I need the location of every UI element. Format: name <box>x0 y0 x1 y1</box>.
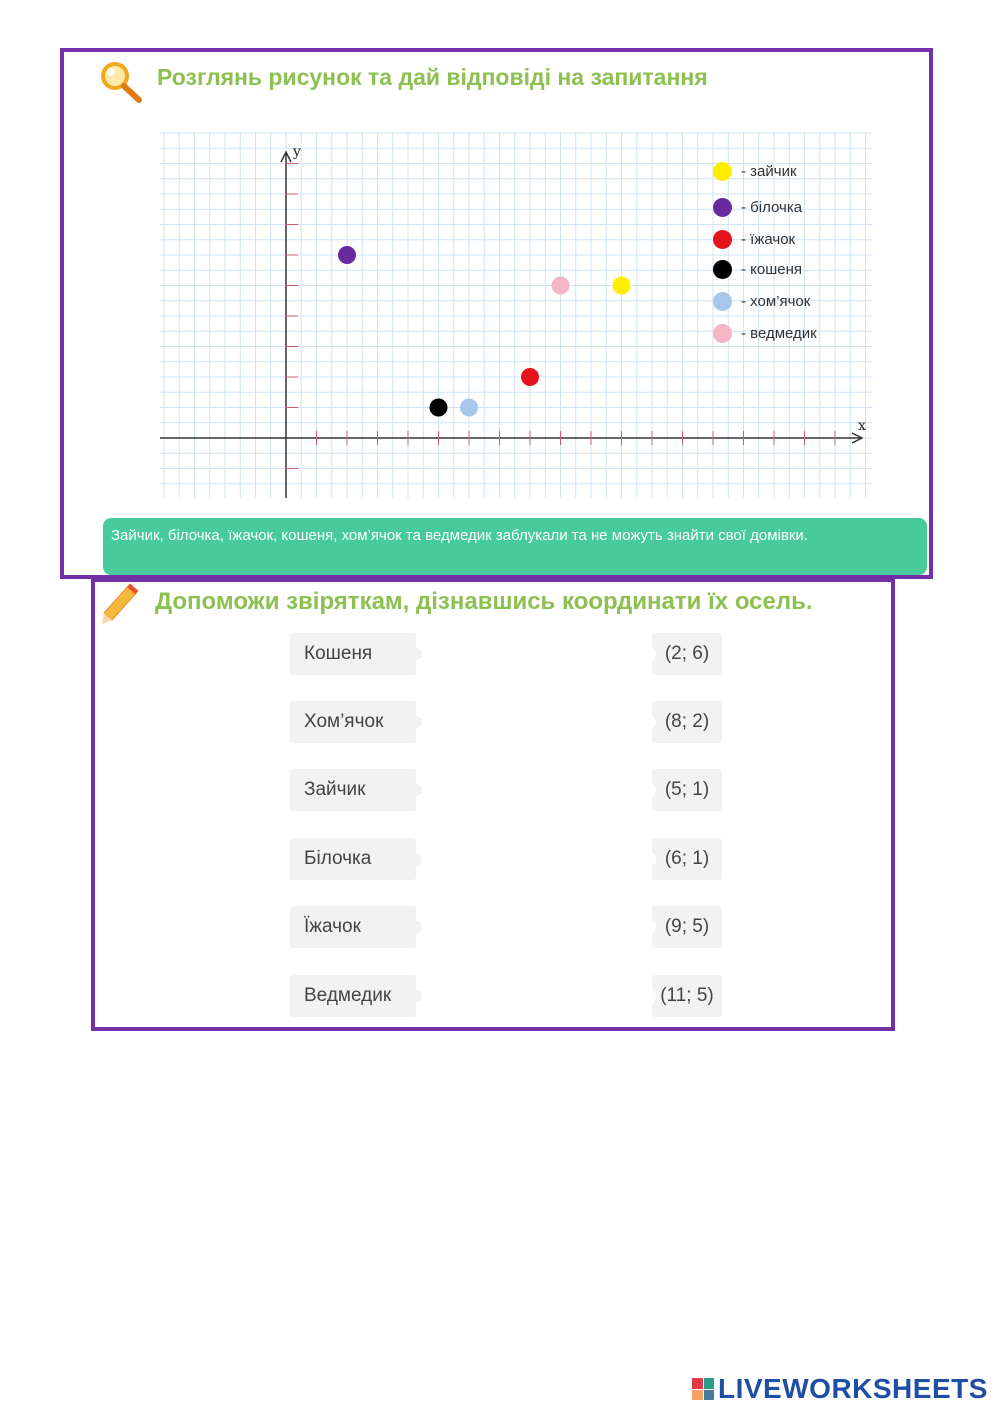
legend-item <box>713 258 802 280</box>
match-item-coordinates[interactable]: (5; 1) <box>652 769 722 811</box>
data-point <box>521 368 539 386</box>
task-2-title: Допоможи звіряткам, дізнавшись координати їх осель. <box>155 588 813 615</box>
task-2-frame <box>91 578 895 1031</box>
legend-label: - ведмедик <box>741 324 817 342</box>
y-axis-label: y <box>293 144 301 160</box>
coordinate-plane <box>160 132 872 498</box>
legend-swatch <box>713 198 732 217</box>
info-banner: Зайчик, білочка, їжачок, кошеня, хом’ячок та ведмедик заблукали та не можуть знайти свої домівки. <box>103 518 927 575</box>
match-item-animal[interactable]: Хом’ячок <box>290 701 416 743</box>
match-item-animal[interactable]: Ведмедик <box>290 975 416 1017</box>
brand-footer[interactable] <box>692 1374 988 1404</box>
logo-square <box>692 1390 703 1401</box>
data-point <box>552 277 570 295</box>
logo-square <box>704 1378 715 1389</box>
match-item-animal[interactable]: Кошеня <box>290 633 416 675</box>
legend-swatch <box>713 324 732 343</box>
coordinate-chart <box>160 132 872 498</box>
data-point <box>460 399 478 417</box>
legend-label: - кошеня <box>741 260 803 278</box>
legend-label: - білочка <box>741 198 803 216</box>
match-item-coordinates[interactable]: (11; 5) <box>652 975 722 1017</box>
brand-name: LIVEWORKSHEETS <box>718 1373 988 1404</box>
legend-label: - зайчик <box>741 162 797 180</box>
legend-item <box>713 160 797 182</box>
match-item-coordinates[interactable]: (6; 1) <box>652 838 722 880</box>
legend-label: - їжачок <box>741 230 796 248</box>
data-point <box>338 246 356 264</box>
legend-swatch <box>713 162 732 181</box>
match-item-coordinates[interactable]: (8; 2) <box>652 701 722 743</box>
pencil-icon <box>100 582 140 626</box>
logo-square <box>692 1378 703 1389</box>
data-point <box>613 277 631 295</box>
legend-label: - хом’ячок <box>741 292 811 310</box>
legend-swatch <box>713 230 732 249</box>
x-axis-label: x <box>858 418 866 434</box>
data-point <box>430 399 448 417</box>
match-item-coordinates[interactable]: (9; 5) <box>652 906 722 948</box>
legend-swatch <box>713 292 732 311</box>
match-item-coordinates[interactable]: (2; 6) <box>652 633 722 675</box>
legend-item <box>713 322 817 344</box>
legend-item <box>713 196 802 218</box>
legend-item <box>713 290 810 312</box>
magnifier-icon <box>98 60 144 104</box>
match-item-animal[interactable]: Їжачок <box>290 906 416 948</box>
match-item-animal[interactable]: Білочка <box>290 838 416 880</box>
task-1-title: Розглянь рисунок та дай відповіді на запитання <box>157 64 708 90</box>
logo-square <box>704 1390 715 1401</box>
legend-swatch <box>713 260 732 279</box>
liveworksheets-logo-icon <box>692 1378 714 1400</box>
legend-item <box>713 228 795 250</box>
match-item-animal[interactable]: Зайчик <box>290 769 416 811</box>
